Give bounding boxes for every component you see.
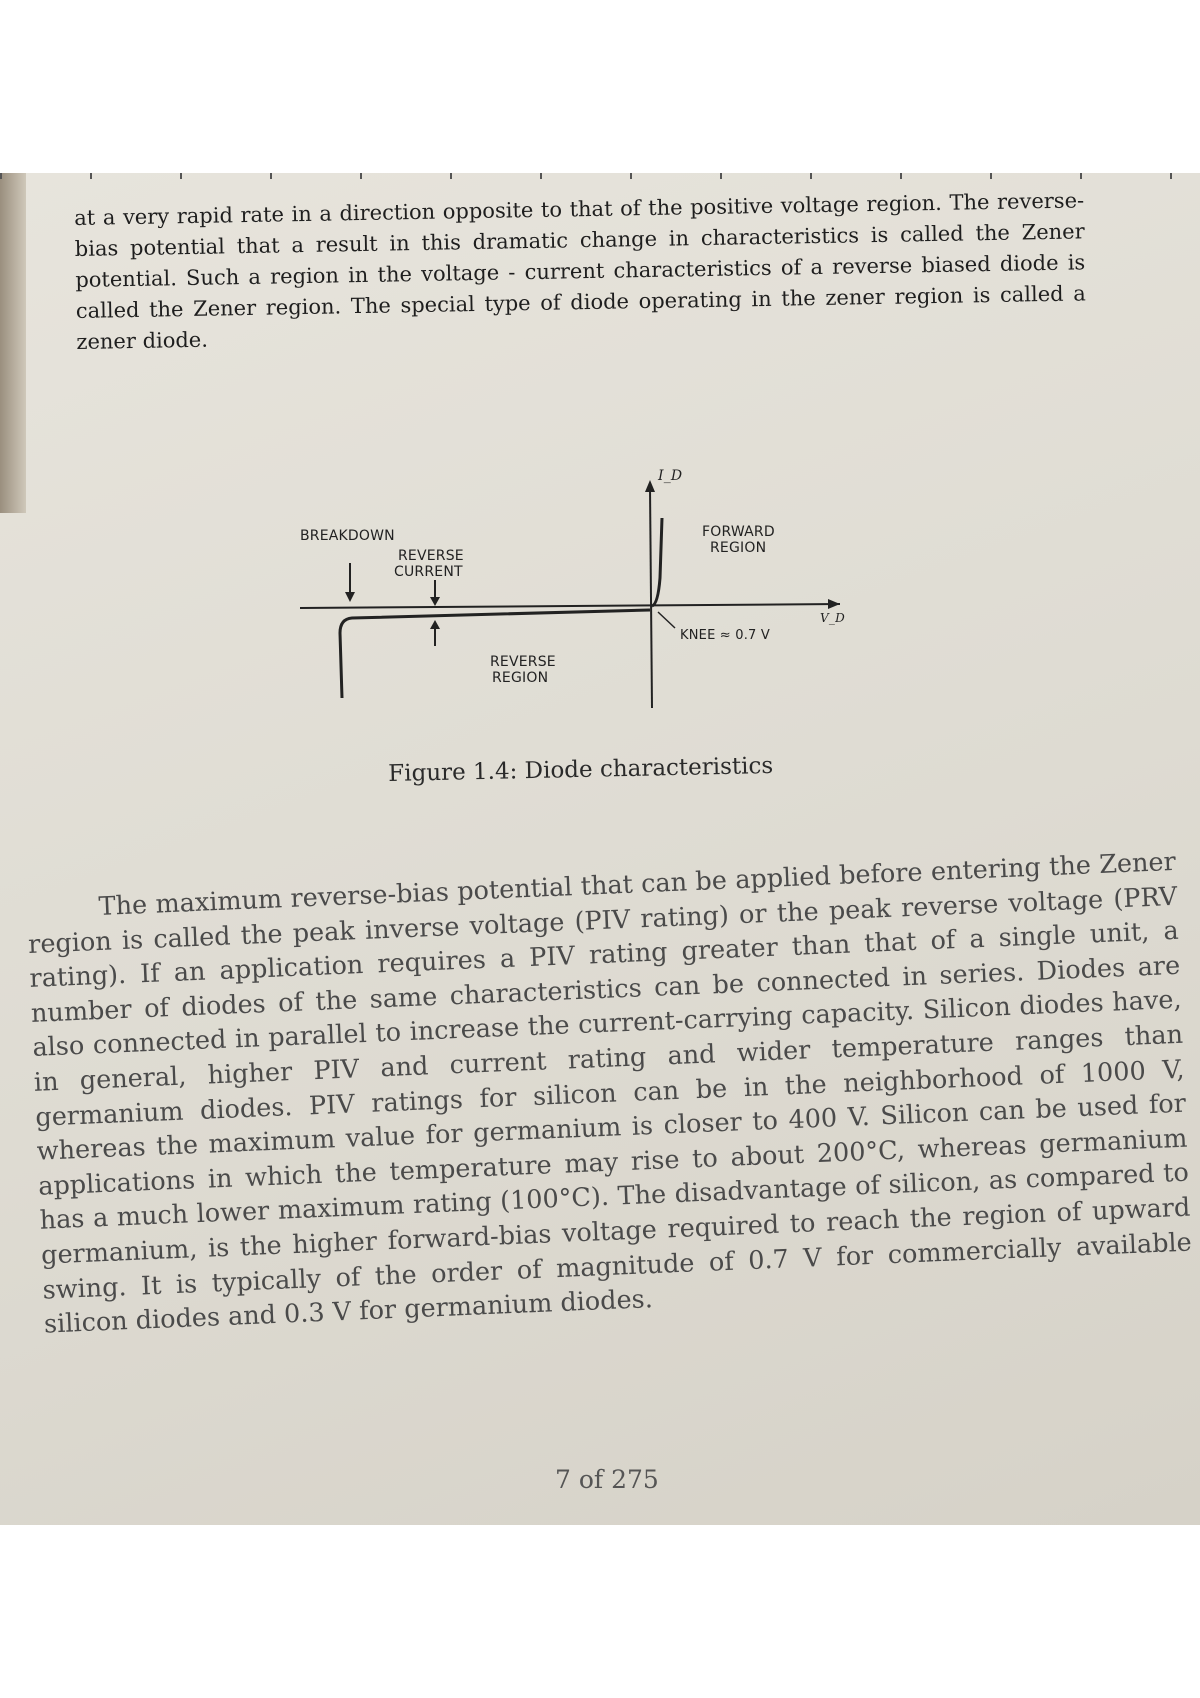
paragraph-indent — [27, 915, 99, 918]
reverse-region-label-2: REGION — [492, 670, 549, 686]
diode-curve-graph — [280, 458, 840, 758]
reverse-region-label-1: REVERSE — [490, 654, 556, 670]
scanned-page — [0, 173, 1200, 1525]
top-paragraph-text: at a very rapid rate in a direction opposite to that of the positive voltage region. The reverse-bias potential that a result in this dramatic change in characteristics is called the Zener potential. Such a region in the voltage - current characteristics of a reverse biased diode is called the Zener region. The special type of diode operating in the zener region is called a zener diode. — [74, 188, 1086, 354]
top-paragraph — [74, 185, 1087, 358]
reverse-current-arrow-top-head — [430, 597, 440, 606]
axis-x-label: V_D — [820, 611, 845, 625]
x-axis-arrow — [828, 599, 840, 609]
knee-label: KNEE ≈ 0.7 V — [680, 628, 770, 643]
book-spine-edge — [0, 173, 26, 513]
forward-region-label-2: REGION — [710, 540, 767, 556]
y-axis — [650, 488, 652, 708]
breakdown-label: BREAKDOWN — [300, 528, 395, 544]
page-number: 7 of 275 — [555, 1465, 659, 1494]
knee-pointer — [658, 612, 675, 628]
diode-characteristics-figure — [280, 458, 845, 918]
forward-curve — [652, 518, 662, 606]
y-axis-arrow — [645, 480, 655, 492]
page-top-edge — [0, 173, 1200, 179]
bottom-paragraph — [26, 845, 1194, 1342]
x-axis — [300, 604, 840, 608]
breakdown-arrow-head — [345, 592, 355, 602]
bottom-paragraph-text: The maximum reverse-bias potential that can be applied before entering the Zener region is called the peak inverse voltage (PIV rating) or the peak reverse voltage (PRV rating). If an application requires a PIV rating greater than that of a single unit, a number of diodes of the same characteristics can be connected in series. Diodes are also connected in parallel to increase the current-carrying capacity. Silicon diodes have, in general, higher PIV and current rating and wider temperature ranges than germanium diodes. PIV ratings for silicon can be in the neighborhood of 1000 V, whereas the maximum value for germanium is closer to 400 V. Silicon can be used for applications in which the temperature may rise to about 200°C, whereas germanium has a much lower maximum rating (100°C). The disadvantage of silicon, as compared to germanium, is the higher forward-bias voltage required to reach the region of upward swing. It is typically of the order of magnitude of 0.7 V for commercially available silicon diodes and 0.3 V for germanium diodes. — [27, 846, 1193, 1340]
reverse-current-label-1: REVERSE — [398, 548, 464, 564]
forward-region-label-1: FORWARD — [702, 524, 775, 540]
reverse-current-label-2: CURRENT — [394, 564, 463, 580]
axis-y-label: I_D — [658, 468, 683, 484]
reverse-current-arrow-bottom-head — [430, 620, 440, 629]
figure-caption: Figure 1.4: Diode characteristics — [388, 752, 774, 787]
